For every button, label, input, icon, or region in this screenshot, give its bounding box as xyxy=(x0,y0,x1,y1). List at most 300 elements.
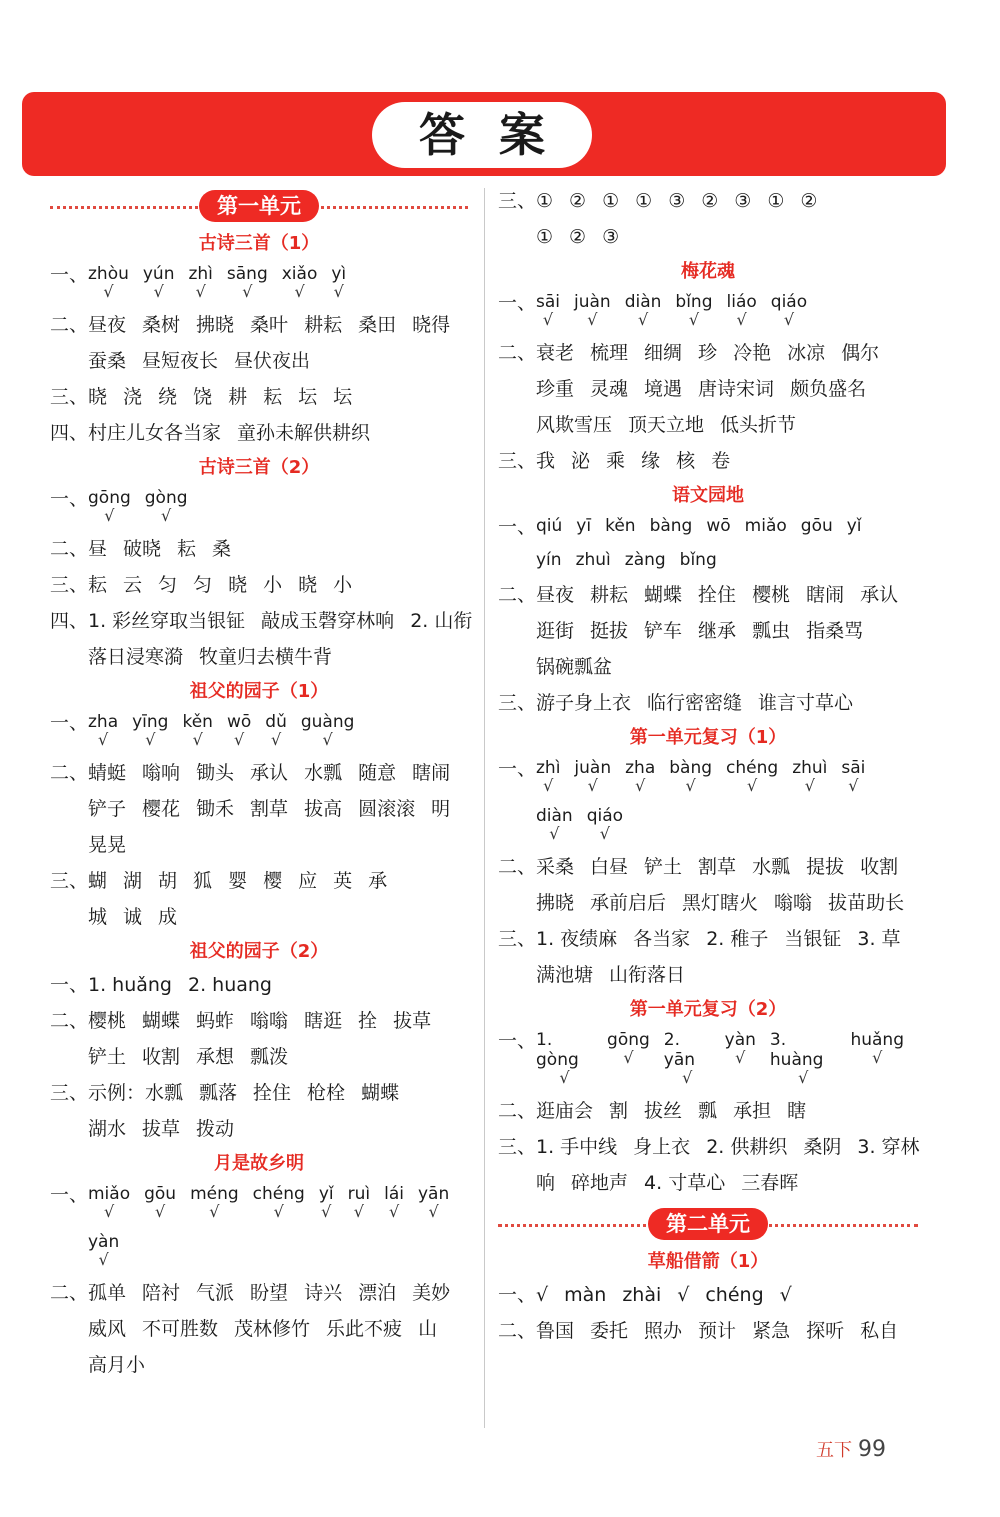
pinyin-text: zàng xyxy=(624,550,666,570)
pinyin-text: zhì xyxy=(536,758,561,778)
answer-line xyxy=(498,1134,918,1160)
pinyin-text: gōu xyxy=(800,516,833,536)
check-mark: √ xyxy=(234,730,245,749)
answer-line xyxy=(50,1080,468,1106)
answer-word: 缘 xyxy=(641,450,661,472)
pinyin-text: bǐng xyxy=(679,550,717,570)
answer-word: 铲车 xyxy=(644,620,683,642)
answer-word: 湖 xyxy=(123,870,143,892)
question-number: 二、 xyxy=(50,538,89,560)
pinyin-text: dǔ xyxy=(265,712,287,732)
answer-word: 各当家 xyxy=(633,928,691,950)
unit-header xyxy=(498,1206,918,1244)
question-number: 二、 xyxy=(498,1320,537,1342)
check-mark: √ xyxy=(322,730,333,749)
answer-word: 拂晓 xyxy=(536,892,575,914)
pinyin-text: miǎo xyxy=(88,1184,131,1204)
pinyin-item xyxy=(801,516,833,536)
answer-word: 匀 xyxy=(193,574,213,596)
pinyin-text: yī xyxy=(576,516,592,536)
answer-word: 坛 xyxy=(333,386,353,408)
answer-word: 水瓢 xyxy=(304,762,343,784)
answer-word: 衰老 xyxy=(536,342,575,364)
question-number: 一、 xyxy=(50,712,89,734)
pinyin-text: gōng xyxy=(607,1030,650,1050)
pinyin-item xyxy=(88,1232,119,1268)
unit-header xyxy=(50,188,468,226)
pinyin-text: juàn xyxy=(574,292,611,312)
answer-word: 耘 xyxy=(88,574,108,596)
pinyin-item xyxy=(301,712,355,748)
answer-word: 采桑 xyxy=(536,856,575,878)
answer-line xyxy=(50,348,468,374)
pinyin-answer-row xyxy=(498,806,918,842)
answer-word: 委托 xyxy=(590,1320,629,1342)
answer-word: 锅碗瓢盆 xyxy=(536,656,613,678)
answer-word: 境遇 xyxy=(644,378,683,400)
pinyin-text: zha xyxy=(625,758,656,778)
check-mark: √ xyxy=(783,310,795,329)
answer-word: 鲁国 xyxy=(536,1320,575,1342)
question-number: 三、 xyxy=(50,574,89,596)
check-mark: √ xyxy=(153,282,164,301)
pinyin-item xyxy=(706,516,730,536)
answer-line xyxy=(498,618,918,644)
question-number: 一、 xyxy=(498,516,537,538)
question-number: 一、 xyxy=(50,1184,89,1206)
answer-line xyxy=(498,1318,918,1344)
pinyin-answer-row xyxy=(50,1184,468,1220)
answer-word: 蚕桑 xyxy=(88,350,127,372)
answer-word: 2. 稚子 xyxy=(706,928,769,950)
answer-word: 蚂蚱 xyxy=(196,1010,235,1032)
question-number: 二、 xyxy=(50,1010,89,1032)
answer-word: 耕耘 xyxy=(304,314,343,336)
answer-word: 承前启后 xyxy=(590,892,667,914)
answer-line xyxy=(50,1316,468,1342)
page-footer xyxy=(816,1436,886,1462)
answer-line xyxy=(498,690,918,716)
answer-line xyxy=(498,926,918,952)
answer-word: ② xyxy=(800,190,818,212)
answer-word: 铲土 xyxy=(88,1046,127,1068)
banner-title: 答案 xyxy=(372,102,592,168)
pinyin-item xyxy=(88,1184,130,1220)
check-mark: √ xyxy=(804,776,815,795)
answer-line xyxy=(50,1116,468,1142)
pinyin-item xyxy=(727,292,757,328)
answer-line xyxy=(50,536,468,562)
check-mark: √ xyxy=(294,282,305,301)
pinyin-text: qiú xyxy=(536,516,563,536)
pinyin-item xyxy=(675,292,712,328)
answer-word: ② xyxy=(569,190,587,212)
pinyin-item xyxy=(841,758,865,794)
answer-word: 承认 xyxy=(250,762,289,784)
pinyin-text: liáo xyxy=(726,292,757,312)
question-number: 二、 xyxy=(498,342,537,364)
check-mark: √ xyxy=(242,282,253,301)
answer-word: 珍重 xyxy=(536,378,575,400)
pinyin-answer-row xyxy=(50,712,468,748)
question-number: 二、 xyxy=(498,584,537,606)
check-mark: √ xyxy=(587,776,598,795)
question-number: 四、 xyxy=(50,422,89,444)
pinyin-item xyxy=(348,1184,371,1220)
answer-word: 唐诗宋词 xyxy=(698,378,775,400)
answer-word: 拴住 xyxy=(698,584,737,606)
pinyin-item xyxy=(182,712,212,748)
answer-word: 浇 xyxy=(123,386,143,408)
answer-line xyxy=(498,412,918,438)
answer-word: 耘 xyxy=(177,538,197,560)
check-mark: √ xyxy=(103,1202,115,1221)
answer-line xyxy=(498,962,918,988)
check-mark: √ xyxy=(97,730,109,749)
answer-word: 珍 xyxy=(698,342,718,364)
page-number: 99 xyxy=(858,1437,886,1462)
pinyin-item xyxy=(190,1184,239,1220)
pinyin-text: sāng xyxy=(226,264,268,284)
answer-word: 晓得 xyxy=(412,314,451,336)
pinyin-text: chéng xyxy=(252,1184,305,1204)
answer-word: ① xyxy=(602,190,620,212)
section-title: 草船借箭（1） xyxy=(647,1251,769,1272)
question-number: 一、 xyxy=(498,292,537,314)
pinyin-text: zha xyxy=(88,712,119,732)
answer-line xyxy=(50,420,468,446)
answer-word: 瓢 xyxy=(698,1100,718,1122)
answer-word: 拔草 xyxy=(393,1010,432,1032)
answer-word: 拔苗助长 xyxy=(828,892,905,914)
answer-line xyxy=(498,376,918,402)
answer-word: 昼短夜长 xyxy=(142,350,219,372)
answer-word: 1. 夜绩麻 xyxy=(536,928,618,950)
pinyin-answer-row xyxy=(498,758,918,794)
answer-word: 樱 xyxy=(263,870,283,892)
answer-line xyxy=(498,224,918,250)
pinyin-text: juàn xyxy=(574,758,612,778)
pinyin-item xyxy=(253,1184,305,1220)
answer-word: 锄禾 xyxy=(196,798,235,820)
pinyin-text: yǐ xyxy=(318,1184,334,1204)
answer-word: 3. 草 xyxy=(857,928,901,950)
pinyin-item xyxy=(669,758,712,794)
answer-word: 乘 xyxy=(606,450,626,472)
answer-word: 泌 xyxy=(571,450,591,472)
answer-word: 蝴蝶 xyxy=(142,1010,181,1032)
answer-word: ② xyxy=(569,226,587,248)
answer-word: 三春晖 xyxy=(741,1172,799,1194)
pinyin-item xyxy=(574,758,611,794)
question-number: 二、 xyxy=(50,1282,89,1304)
answer-word: 樱桃 xyxy=(752,584,791,606)
pinyin-text: 2. yān xyxy=(663,1030,696,1070)
question-number: 一、 xyxy=(498,1030,537,1052)
answer-word: 瞎闹 xyxy=(412,762,451,784)
pinyin-text: sāi xyxy=(841,758,866,778)
check-mark: √ xyxy=(848,776,859,795)
check-mark: √ xyxy=(688,310,700,329)
column-divider xyxy=(484,188,485,1428)
pinyin-text: diàn xyxy=(536,806,573,826)
check-mark: √ xyxy=(587,310,598,329)
answer-word: 落日浸寒漪 xyxy=(88,646,184,668)
question-number: 三、 xyxy=(498,450,537,472)
answer-word: 示例：水瓢 xyxy=(88,1082,184,1104)
answer-word: 预计 xyxy=(698,1320,737,1342)
answer-word: 不可胜数 xyxy=(142,1318,219,1340)
pinyin-item xyxy=(625,292,662,328)
pinyin-text: bǐng xyxy=(675,292,713,312)
pinyin-answer-row xyxy=(50,1232,468,1268)
answer-line xyxy=(50,644,468,670)
pinyin-text: ruì xyxy=(347,1184,371,1204)
answer-line xyxy=(50,972,468,998)
answer-word: 威风 xyxy=(88,1318,127,1340)
pinyin-item xyxy=(607,1030,650,1066)
answer-word: 冷艳 xyxy=(733,342,772,364)
pinyin-text: zhuì xyxy=(792,758,828,778)
pinyin-item xyxy=(850,1030,904,1066)
answer-word: 临行密密缝 xyxy=(647,692,743,714)
question-number: 一、 xyxy=(50,974,89,996)
unit-title: 第二单元 xyxy=(648,1208,768,1240)
unit-title: 第一单元 xyxy=(199,190,319,222)
section-title: 祖父的园子（2） xyxy=(189,941,329,962)
section-title: 祖父的园子（1） xyxy=(189,681,329,702)
pinyin-text: yún xyxy=(142,264,175,284)
answer-word: 承 xyxy=(368,870,388,892)
answer-word: 婴 xyxy=(228,870,248,892)
question-number: 三、 xyxy=(498,190,537,212)
answer-word: √ xyxy=(779,1284,792,1306)
answer-word: 昼夜 xyxy=(536,584,575,606)
check-mark: √ xyxy=(209,1202,220,1221)
answer-word: 承担 xyxy=(733,1100,772,1122)
answer-word: 瞎逛 xyxy=(304,1010,343,1032)
pinyin-item xyxy=(536,1030,593,1086)
pinyin-item xyxy=(536,806,573,842)
pinyin-text: gòng xyxy=(144,488,188,508)
answer-word: 1. 手中线 xyxy=(536,1136,618,1158)
pinyin-text: sāi xyxy=(536,292,560,312)
answer-word: 英 xyxy=(333,870,353,892)
pinyin-text: gōu xyxy=(144,1184,177,1204)
answer-word: 我 xyxy=(536,450,556,472)
answer-word: 气派 xyxy=(196,1282,235,1304)
pinyin-text: 3. huàng xyxy=(769,1030,824,1070)
pinyin-item xyxy=(144,1184,176,1220)
answer-word: 蝴 xyxy=(88,870,108,892)
answer-word: 胡 xyxy=(158,870,178,892)
check-mark: √ xyxy=(542,310,554,329)
pinyin-item xyxy=(319,1184,334,1220)
pinyin-text: qiáo xyxy=(586,806,624,826)
pinyin-item xyxy=(384,1184,404,1220)
answer-word: 绕 xyxy=(158,386,178,408)
check-mark: √ xyxy=(333,282,344,301)
answer-word: 狐 xyxy=(193,870,213,892)
answer-word: 拔高 xyxy=(304,798,343,820)
pinyin-item xyxy=(143,264,175,300)
answer-word: ③ xyxy=(602,226,620,248)
answer-word: 诗兴 xyxy=(304,1282,343,1304)
pinyin-item xyxy=(227,264,268,300)
pinyin-item xyxy=(625,758,655,794)
answer-word: 身上衣 xyxy=(633,1136,691,1158)
pinyin-text: yín xyxy=(536,550,562,570)
answer-word: 耕耘 xyxy=(590,584,629,606)
answer-word: 圆滚滚 xyxy=(358,798,416,820)
answer-word: 挺拔 xyxy=(590,620,629,642)
answer-word: 饶 xyxy=(193,386,213,408)
check-mark: √ xyxy=(872,1048,883,1067)
answer-word: 嗡嗡 xyxy=(774,892,813,914)
answer-word: 嗡响 xyxy=(142,762,181,784)
answer-word: 桑 xyxy=(212,538,232,560)
pinyin-text: zhòu xyxy=(88,264,129,284)
check-mark: √ xyxy=(428,1202,439,1221)
answer-word: 3. 穿林 xyxy=(857,1136,920,1158)
answer-word: 破晓 xyxy=(123,538,162,560)
check-mark: √ xyxy=(685,776,696,795)
answer-word: 水瓢 xyxy=(752,856,791,878)
pinyin-item xyxy=(650,516,693,536)
answer-word: 黑灯瞎火 xyxy=(682,892,759,914)
question-number: 三、 xyxy=(498,1136,537,1158)
answer-word: 晓 xyxy=(88,386,108,408)
pinyin-answer-row xyxy=(50,264,468,300)
answer-word: 樱桃 xyxy=(88,1010,127,1032)
answer-word: 盼望 xyxy=(250,1282,289,1304)
question-number: 二、 xyxy=(50,314,89,336)
answer-line xyxy=(498,1170,918,1196)
answer-word: 梳理 xyxy=(590,342,629,364)
pinyin-item xyxy=(770,1030,837,1086)
pinyin-text: zhuì xyxy=(575,550,611,570)
pinyin-text: kěn xyxy=(605,516,636,536)
answer-word: 指桑骂 xyxy=(806,620,864,642)
check-mark: √ xyxy=(103,282,114,301)
answer-word: 收割 xyxy=(860,856,899,878)
question-number: 一、 xyxy=(50,488,89,510)
answer-word: chéng xyxy=(705,1284,764,1306)
answer-word: 晓 xyxy=(298,574,318,596)
answer-word: 2. 供耕织 xyxy=(706,1136,788,1158)
answer-line xyxy=(50,312,468,338)
answer-word: 明 xyxy=(431,798,451,820)
pinyin-item xyxy=(536,758,560,794)
grade-label: 五下 xyxy=(816,1440,852,1461)
section-title: 古诗三首（2） xyxy=(198,457,320,478)
answer-word: 颇负盛名 xyxy=(790,378,867,400)
answer-line xyxy=(498,1282,918,1308)
answer-word: √ xyxy=(536,1284,549,1306)
answer-word: 偶尔 xyxy=(841,342,880,364)
answer-word: 满池塘 xyxy=(536,964,594,986)
answer-line xyxy=(50,760,468,786)
answer-word: 拔草 xyxy=(142,1118,181,1140)
question-number: 三、 xyxy=(50,870,89,892)
answer-word: 碎地声 xyxy=(571,1172,629,1194)
answer-word: 2. 山衔 xyxy=(410,610,473,632)
answer-line xyxy=(498,1098,918,1124)
question-number: 四、 xyxy=(50,610,89,632)
question-number: 二、 xyxy=(50,762,89,784)
pinyin-answer-row xyxy=(498,292,918,328)
pinyin-text: guàng xyxy=(300,712,355,732)
answer-word: 拨动 xyxy=(196,1118,235,1140)
answer-word: 村庄儿女各当家 xyxy=(88,422,222,444)
pinyin-item xyxy=(576,550,611,570)
answer-word: 逛街 xyxy=(536,620,575,642)
section-title: 月是故乡明 xyxy=(214,1153,304,1174)
answer-line xyxy=(498,340,918,366)
question-number: 三、 xyxy=(498,692,537,714)
answer-word: 继承 xyxy=(698,620,737,642)
answer-line xyxy=(498,854,918,880)
answer-word: 枪栓 xyxy=(307,1082,346,1104)
answer-word: 锄头 xyxy=(196,762,235,784)
answer-word: 紧急 xyxy=(752,1320,791,1342)
pinyin-text: yīng xyxy=(132,712,169,732)
answer-word: 桑树 xyxy=(142,314,181,336)
pinyin-item xyxy=(88,488,131,524)
answer-word: 耘 xyxy=(263,386,283,408)
answer-word: 谁言寸草心 xyxy=(758,692,854,714)
answer-word: 成 xyxy=(158,906,178,928)
answer-word: 嗡嗡 xyxy=(250,1010,289,1032)
answer-word: 乐此不疲 xyxy=(326,1318,403,1340)
answer-word: 匀 xyxy=(158,574,178,596)
answer-word: 高月小 xyxy=(88,1354,146,1376)
answer-word: 城 xyxy=(88,906,108,928)
answer-word: 拔丝 xyxy=(644,1100,683,1122)
pinyin-item xyxy=(664,1030,711,1086)
check-mark: √ xyxy=(599,824,610,843)
question-number: 一、 xyxy=(50,264,89,286)
answer-word: 晃晃 xyxy=(88,834,127,856)
pinyin-text: qiáo xyxy=(770,292,808,312)
pinyin-text: 1. gòng xyxy=(536,1030,579,1070)
answer-word: 割草 xyxy=(698,856,737,878)
answer-word: 逛庙会 xyxy=(536,1100,594,1122)
pinyin-text: miǎo xyxy=(744,516,787,536)
answer-word: 昼夜 xyxy=(88,314,127,336)
answer-line xyxy=(498,654,918,680)
answer-line xyxy=(50,904,468,930)
answer-word: 割草 xyxy=(250,798,289,820)
check-mark: √ xyxy=(104,506,115,525)
answer-line xyxy=(50,1352,468,1378)
answer-word: 私自 xyxy=(860,1320,899,1342)
answer-word: 响 xyxy=(536,1172,556,1194)
pinyin-item xyxy=(847,516,862,536)
pinyin-item xyxy=(536,292,560,328)
pinyin-item xyxy=(132,712,168,748)
pinyin-text: wō xyxy=(706,516,731,536)
check-mark: √ xyxy=(623,1048,634,1067)
pinyin-text: yān xyxy=(418,1184,450,1204)
check-mark: √ xyxy=(161,506,172,525)
answer-word: 瓢泼 xyxy=(250,1046,289,1068)
pinyin-item xyxy=(145,488,188,524)
pinyin-item xyxy=(574,292,611,328)
right-column xyxy=(498,188,918,1354)
check-mark: √ xyxy=(321,1202,332,1221)
answer-word: 小 xyxy=(263,574,283,596)
